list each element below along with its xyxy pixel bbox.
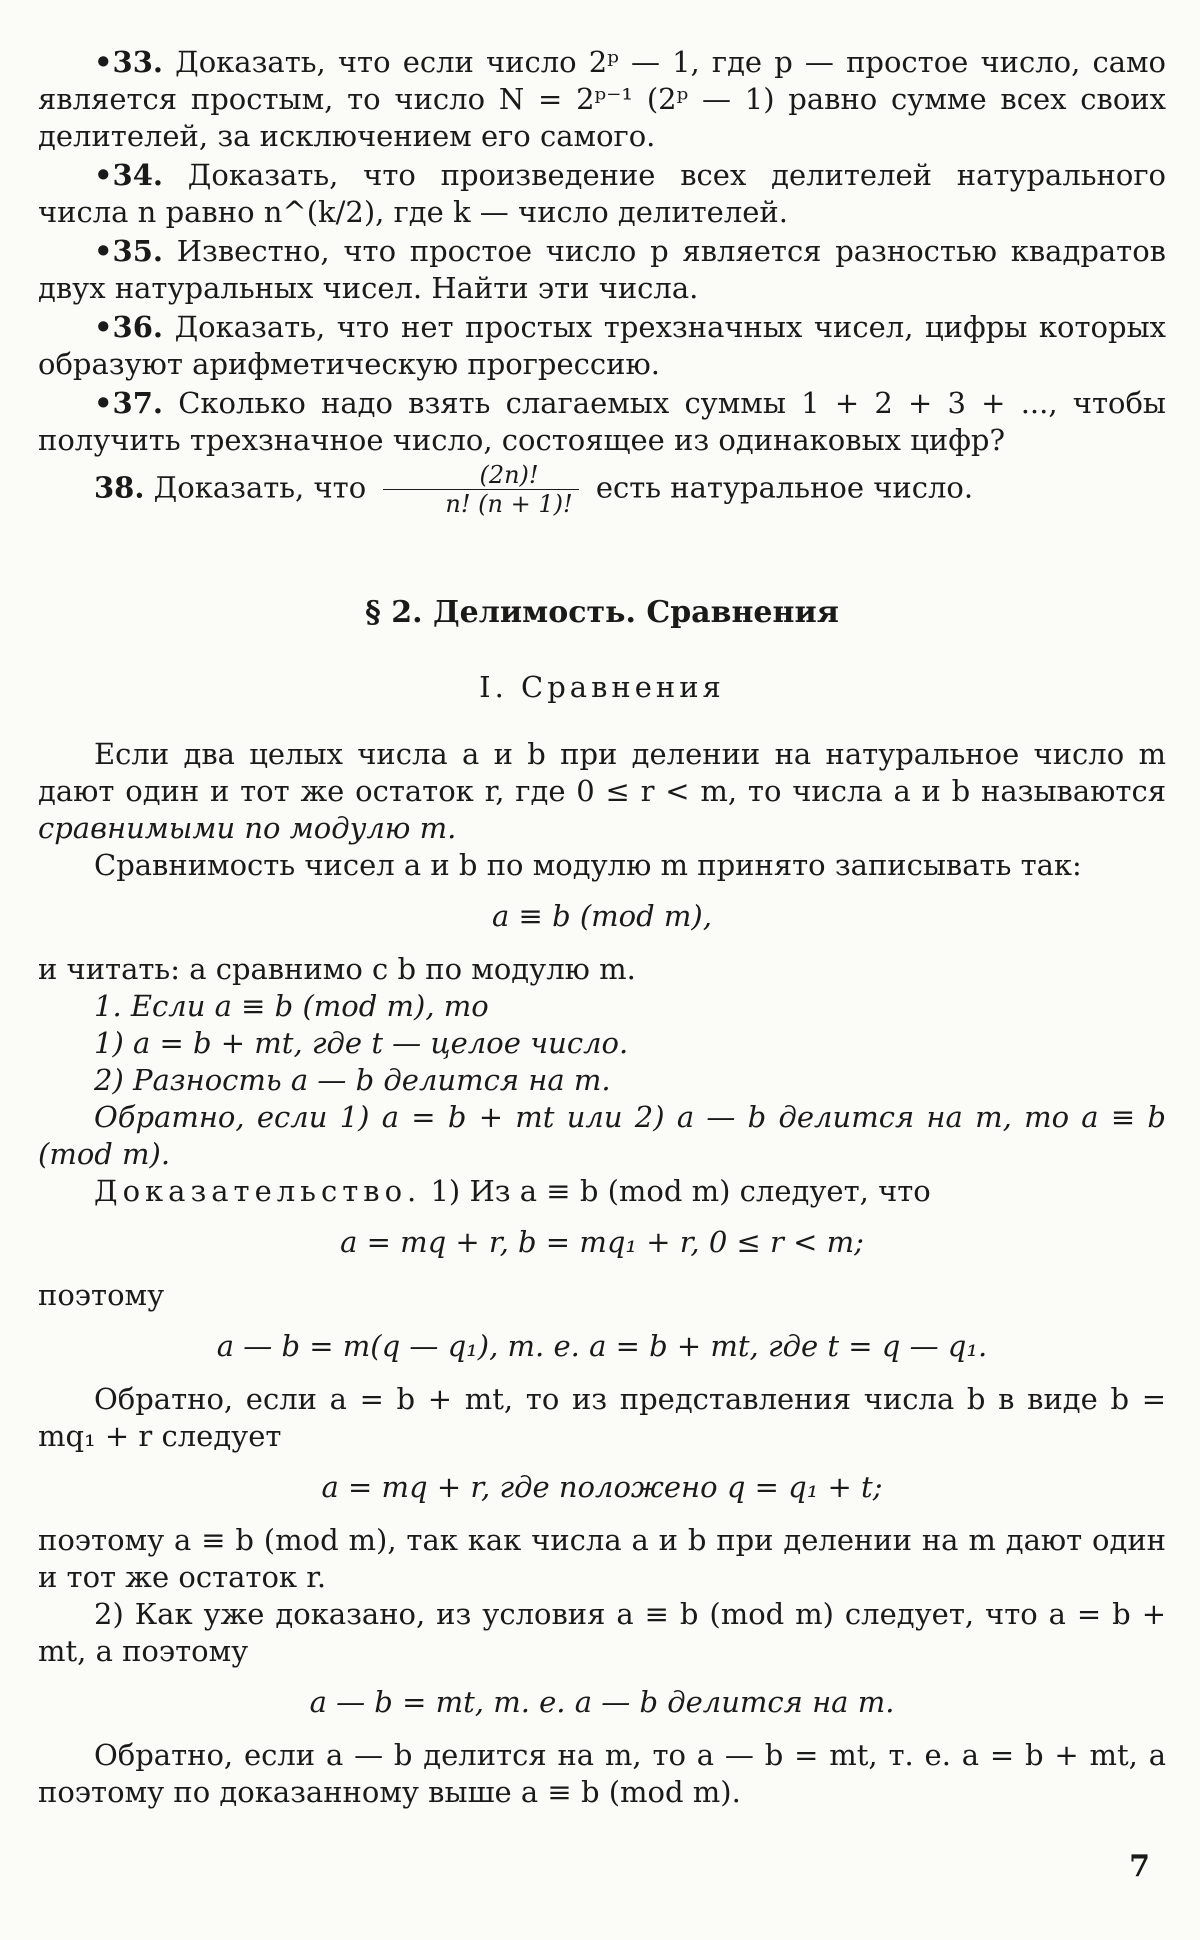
problem-number: 35. bbox=[112, 234, 163, 268]
problem-number: 38. bbox=[94, 470, 145, 505]
formula-divisible: a — b = mt, т. е. a — b делится на m. bbox=[309, 1685, 895, 1719]
problem-number: 37. bbox=[112, 386, 163, 420]
problem-text: Доказать, что произведение всех делителей натурального числа n равно n^(k/2), где k — число делителей. bbox=[38, 158, 1166, 229]
problem-text: Сколько надо взять слагаемых суммы 1 + 2 + 3 + ..., чтобы получить трехзначное число, состоящее из одинаковых цифр? bbox=[38, 386, 1166, 457]
definition-term: сравнимыми по модулю m. bbox=[38, 811, 457, 845]
bullet-mark: • bbox=[94, 386, 113, 420]
proof-part-2: 2) Как уже доказано, из условия a ≡ b (mod m) следует, что a = b + mt, а поэтому bbox=[38, 1597, 1166, 1668]
problem-item bbox=[38, 44, 1166, 155]
property-1-2: 2) Разность a — b делится на m. bbox=[94, 1063, 611, 1097]
page-content bbox=[38, 44, 1166, 1811]
section-title: § 2. Делимость. Сравнения bbox=[365, 595, 839, 630]
problem-item bbox=[38, 157, 1166, 231]
problem-text-before: Доказать, что bbox=[153, 470, 367, 505]
proof-paragraph bbox=[38, 1173, 1166, 1210]
problem-number: 36. bbox=[112, 310, 163, 344]
proof-text: 1) Из a ≡ b (mod m) следует, что bbox=[430, 1174, 931, 1208]
problem-list bbox=[38, 44, 1166, 459]
property-1-1: 1) a = b + mt, где t — целое число. bbox=[94, 1026, 629, 1060]
bullet-mark: • bbox=[94, 158, 113, 192]
bullet-mark: • bbox=[94, 310, 113, 344]
converse-paragraph-1: Обратно, если a = b + mt, то из представления числа b в виде b = mq₁ + r следует bbox=[38, 1382, 1166, 1453]
property-1-converse: Обратно, если 1) a = b + mt или 2) a — b делится на m, то a ≡ b (mod m). bbox=[38, 1100, 1166, 1171]
bullet-mark: • bbox=[94, 234, 113, 268]
page-number: 7 bbox=[1129, 1849, 1150, 1884]
problem-item bbox=[38, 309, 1166, 383]
problem-38 bbox=[38, 461, 1166, 518]
definition-text: Если два целых числа a и b при делении на натуральное число m дают один и тот же остаток r, где 0 ≤ r < m, то числа a и b называются bbox=[38, 737, 1166, 808]
formula-congruence: a ≡ b (mod m), bbox=[492, 899, 712, 933]
bullet-mark: • bbox=[94, 45, 113, 79]
problem-number: 34. bbox=[112, 158, 163, 192]
reading-paragraph: и читать: a сравнимо с b по модулю m. bbox=[38, 952, 636, 986]
proof-label: Доказательство. bbox=[94, 1174, 422, 1208]
definition-paragraph bbox=[38, 736, 1166, 847]
fraction bbox=[383, 461, 578, 518]
problem-text: Доказать, что нет простых трехзначных чисел, цифры которых образуют арифметическую прогрессию. bbox=[38, 310, 1167, 381]
notation-paragraph: Сравнимость чисел a и b по модулю m принято записывать так: bbox=[94, 848, 1082, 882]
fraction-numerator: (2n)! bbox=[383, 461, 578, 490]
formula-difference: a — b = m(q — q₁), т. е. a = b + mt, где t = q — q₁. bbox=[216, 1329, 988, 1363]
property-1: 1. Если a ≡ b (mod m), то bbox=[94, 989, 489, 1023]
problem-item bbox=[38, 233, 1166, 307]
formula-remainders: a = mq + r, b = mq₁ + r, 0 ≤ r < m; bbox=[340, 1225, 864, 1259]
problem-item bbox=[38, 385, 1166, 459]
problem-text-after: есть натуральное число. bbox=[595, 470, 974, 505]
problem-text: Доказать, что если число 2ᵖ — 1, где p — простое число, само является простым, то число N = 2ᵖ⁻¹ (2ᵖ — 1) равно сумме всех своих делителей, за исключением его самого. bbox=[38, 45, 1166, 153]
formula-representation: a = mq + r, где положено q = q₁ + t; bbox=[321, 1470, 883, 1504]
problem-text: Известно, что простое число p является разностью квадратов двух натуральных чисел. Найти эти числа. bbox=[38, 234, 1166, 305]
problem-number: 33. bbox=[112, 45, 163, 79]
therefore-text: поэтому bbox=[38, 1278, 165, 1312]
converse-conclusion-1: поэтому a ≡ b (mod m), так как числа a и b при делении на m дают один и тот же остаток r. bbox=[38, 1523, 1166, 1594]
fraction-denominator: n! (n + 1)! bbox=[445, 490, 573, 518]
converse-paragraph-2: Обратно, если a — b делится на m, то a — b = mt, т. е. a = b + mt, а поэтому по доказанному выше a ≡ b (mod m). bbox=[38, 1738, 1166, 1809]
subsection-title: I. Сравнения bbox=[479, 670, 725, 704]
